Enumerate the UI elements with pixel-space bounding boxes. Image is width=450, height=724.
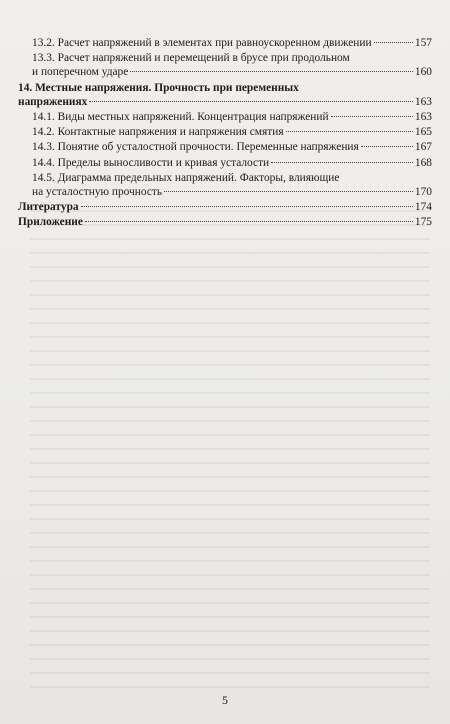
toc-entry-14-5 [18,171,432,199]
toc-entry-title: 14.5. Диаграмма предельных напряжений. Факторы, влияющие [32,171,340,184]
toc-page-number: 167 [414,141,432,154]
dot-leader [361,146,413,147]
toc-entry-chapter-14 [18,81,432,109]
toc-entry-title: 14.4. Пределы выносливости и кривая усталости [32,156,270,169]
toc-entry-13-2 [18,36,432,50]
toc-entry-appendix [18,215,432,229]
bleed-through-texture [30,210,430,690]
toc-page-number: 163 [414,111,432,124]
dot-leader [331,116,413,117]
toc-page-number: 163 [414,95,432,108]
toc-entry-14-2 [18,125,432,139]
toc-chapter-title-cont: напряжениях [18,95,88,108]
dot-leader [89,101,413,102]
toc-entry-14-4 [18,156,432,170]
toc-chapter-title: Литература [18,201,79,214]
dot-leader [374,42,413,43]
toc-page-number: 165 [414,126,432,139]
toc-entry-title: 14.1. Виды местных напряжений. Концентрация напряжений [32,111,329,124]
toc-page-number: 168 [414,156,432,169]
toc-entry-title-cont: и поперечном ударе [32,66,129,79]
toc-entry-14-1 [18,110,432,124]
page-number: 5 [222,693,228,707]
dot-leader [130,71,413,72]
table-of-contents [18,36,432,230]
dot-leader [286,131,413,132]
toc-entry-title: 14.3. Понятие об усталостной прочности. Переменные напряжения [32,141,359,154]
toc-page-number: 175 [414,216,432,229]
toc-entry-literature [18,200,432,214]
dot-leader [85,221,413,222]
toc-page-number: 174 [414,201,432,214]
toc-page-number: 160 [414,66,432,79]
toc-entry-title: 14.2. Контактные напряжения и напряжения смятия [32,126,284,139]
toc-entry-title: 13.3. Расчет напряжений и перемещений в брусе при продольном [32,52,350,65]
dot-leader [81,206,413,207]
toc-entry-13-3 [18,51,432,79]
toc-entry-title: 13.2. Расчет напряжений в элементах при равноускоренном движении [32,37,372,49]
toc-chapter-title: 14. Местные напряжения. Прочность при переменных [18,81,299,94]
toc-page-number: 157 [414,37,432,49]
dot-leader [271,162,413,163]
toc-entry-title-cont: на усталостную прочность [32,186,163,199]
toc-entry-14-3 [18,140,432,154]
toc-chapter-title: Приложение [18,216,83,229]
toc-page-number: 170 [414,186,432,199]
dot-leader [164,191,413,192]
